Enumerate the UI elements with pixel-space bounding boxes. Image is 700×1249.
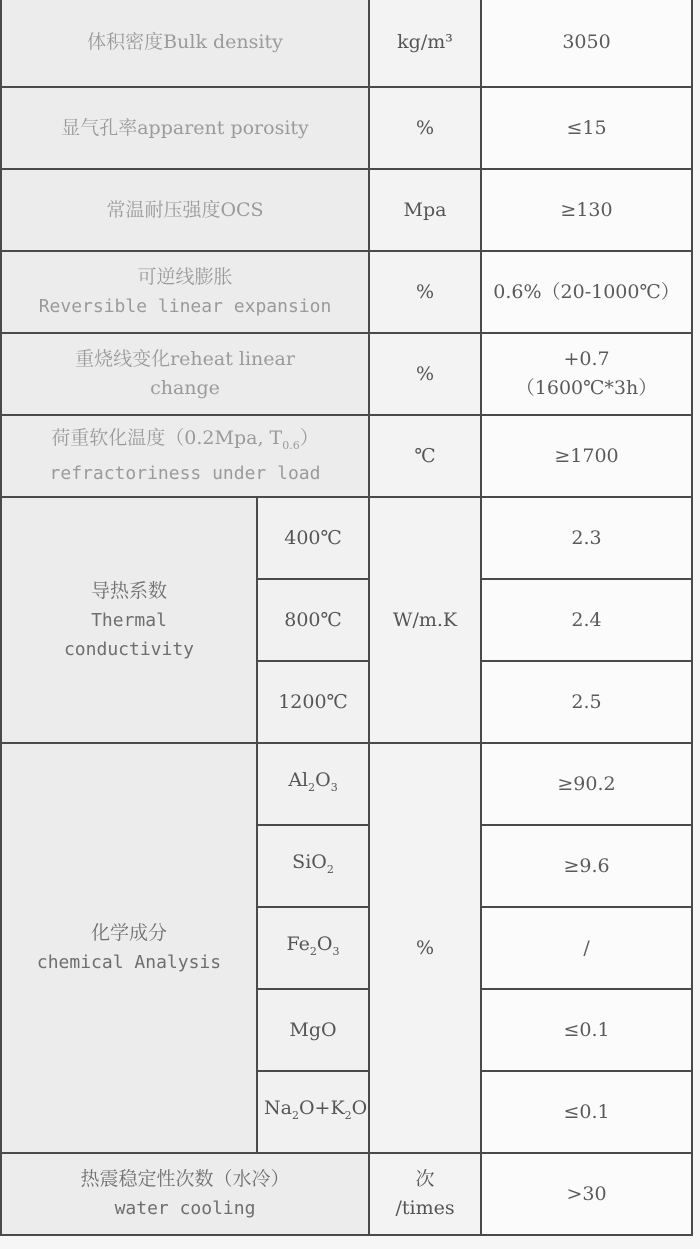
table-row — [1, 251, 692, 333]
compound-formula: MgO — [289, 1019, 337, 1041]
property-label-zh: 荷重软化温度（0.2Mpa, T — [51, 426, 283, 449]
value-label: ≤0.1 — [563, 1101, 610, 1123]
unit-label: kg/m³ — [397, 31, 453, 53]
value-cell — [481, 989, 692, 1071]
temperature-cell — [257, 661, 369, 743]
value-label: ≥9.6 — [563, 855, 610, 877]
value-label: 2.5 — [571, 691, 602, 713]
property-label: 显气孔率apparent porosity — [61, 117, 309, 139]
value-label: 3050 — [562, 31, 611, 53]
compound-cell — [257, 1071, 369, 1153]
table-row — [1, 497, 692, 579]
temperature-cell — [257, 579, 369, 661]
table-row — [1, 333, 692, 415]
thermal-conductivity-label — [1, 497, 257, 743]
value-label: +0.7 — [563, 348, 610, 370]
value-label: 0.6%（20-1000℃） — [493, 281, 680, 303]
unit-label: W/m.K — [392, 609, 458, 631]
table-row — [1, 0, 692, 87]
compound-formula: $Al_2O_3$ — [288, 769, 338, 794]
value-cell — [481, 825, 692, 907]
value-label: ≥1700 — [554, 445, 619, 467]
value-cell — [481, 87, 692, 169]
unit-cell — [369, 415, 481, 497]
value-cell — [481, 333, 692, 415]
unit-label: % — [415, 937, 435, 959]
value-condition-label: （1600℃*3h） — [515, 377, 658, 399]
value-label: 2.3 — [571, 527, 602, 549]
temperature-label: 400℃ — [284, 527, 342, 549]
property-label: 体积密度Bulk density — [87, 31, 283, 53]
thermal-shock-label — [1, 1153, 369, 1235]
compound-cell — [257, 743, 369, 825]
unit-cell — [369, 87, 481, 169]
property-refractoriness — [1, 415, 369, 497]
table-row — [1, 87, 692, 169]
compound-cell — [257, 825, 369, 907]
property-label-zh: 可逆线膨胀 — [137, 266, 233, 288]
property-reversible-expansion — [1, 251, 369, 333]
unit-cell — [369, 743, 481, 1153]
unit-label: Mpa — [403, 199, 447, 221]
property-apparent-porosity — [1, 87, 369, 169]
property-label: 常温耐压强度OCS — [106, 199, 264, 221]
temperature-label: 800℃ — [284, 609, 342, 631]
compound-formula: $Fe_2O_3$ — [286, 933, 340, 958]
value-cell — [481, 497, 692, 579]
unit-label: ℃ — [414, 445, 436, 467]
chemical-label-en: chemical Analysis — [36, 952, 222, 973]
unit-cell — [369, 333, 481, 415]
table-row — [1, 169, 692, 251]
value-label: ≤0.1 — [563, 1019, 610, 1041]
temperature-label: 1200℃ — [278, 691, 348, 713]
value-label: >30 — [566, 1183, 607, 1205]
table-row — [1, 1153, 692, 1235]
unit-label: % — [415, 363, 435, 385]
compound-formula: $Na_2O+K_2O$ — [264, 1097, 368, 1122]
value-cell — [481, 1071, 692, 1153]
property-reheat-change — [1, 333, 369, 415]
unit-cell — [369, 1153, 481, 1235]
unit-cell — [369, 169, 481, 251]
value-cell — [481, 661, 692, 743]
temperature-cell — [257, 497, 369, 579]
unit-cell — [369, 251, 481, 333]
thermal-label-en: conductivity — [63, 638, 195, 660]
value-cell — [481, 907, 692, 989]
value-cell — [481, 579, 692, 661]
compound-cell — [257, 907, 369, 989]
value-label: ≤15 — [566, 117, 607, 139]
value-cell — [481, 1153, 692, 1235]
unit-label-en: /times — [395, 1197, 455, 1219]
value-cell — [481, 169, 692, 251]
unit-label-zh: 次 — [415, 1168, 435, 1190]
property-ocs — [1, 169, 369, 251]
thermal-shock-label-en: water cooling — [114, 1198, 256, 1219]
property-subscript: 0.6 — [282, 438, 300, 452]
value-label: / — [583, 937, 590, 959]
unit-cell — [369, 0, 481, 87]
value-label: ≥130 — [560, 199, 613, 221]
compound-formula: SiO$_2$ — [292, 851, 334, 876]
property-label-zh: 重烧线变化reheat linear — [75, 348, 295, 370]
chemical-analysis-label — [1, 743, 257, 1153]
table-row — [1, 743, 692, 825]
property-label-en: refractoriness under load — [49, 463, 321, 485]
chemical-label-zh: 化学成分 — [90, 922, 167, 944]
compound-cell — [257, 989, 369, 1071]
property-label-en: change — [150, 377, 220, 399]
property-label-en: Reversible linear expansion — [38, 296, 332, 317]
thermal-shock-label-zh: 热震稳定性次数（水冷） — [80, 1168, 290, 1190]
thermal-label-en: Thermal — [91, 609, 167, 631]
value-cell — [481, 415, 692, 497]
unit-cell — [369, 497, 481, 743]
unit-label: % — [415, 281, 435, 303]
property-close-paren: ） — [299, 426, 319, 449]
value-label: 2.4 — [571, 609, 602, 631]
thermal-label-zh: 导热系数 — [90, 579, 167, 602]
value-label: ≥90.2 — [557, 773, 616, 795]
property-bulk-density — [1, 0, 369, 87]
table-row — [1, 415, 692, 497]
value-cell — [481, 0, 692, 87]
unit-label: % — [415, 117, 435, 139]
value-cell — [481, 743, 692, 825]
value-cell — [481, 251, 692, 333]
